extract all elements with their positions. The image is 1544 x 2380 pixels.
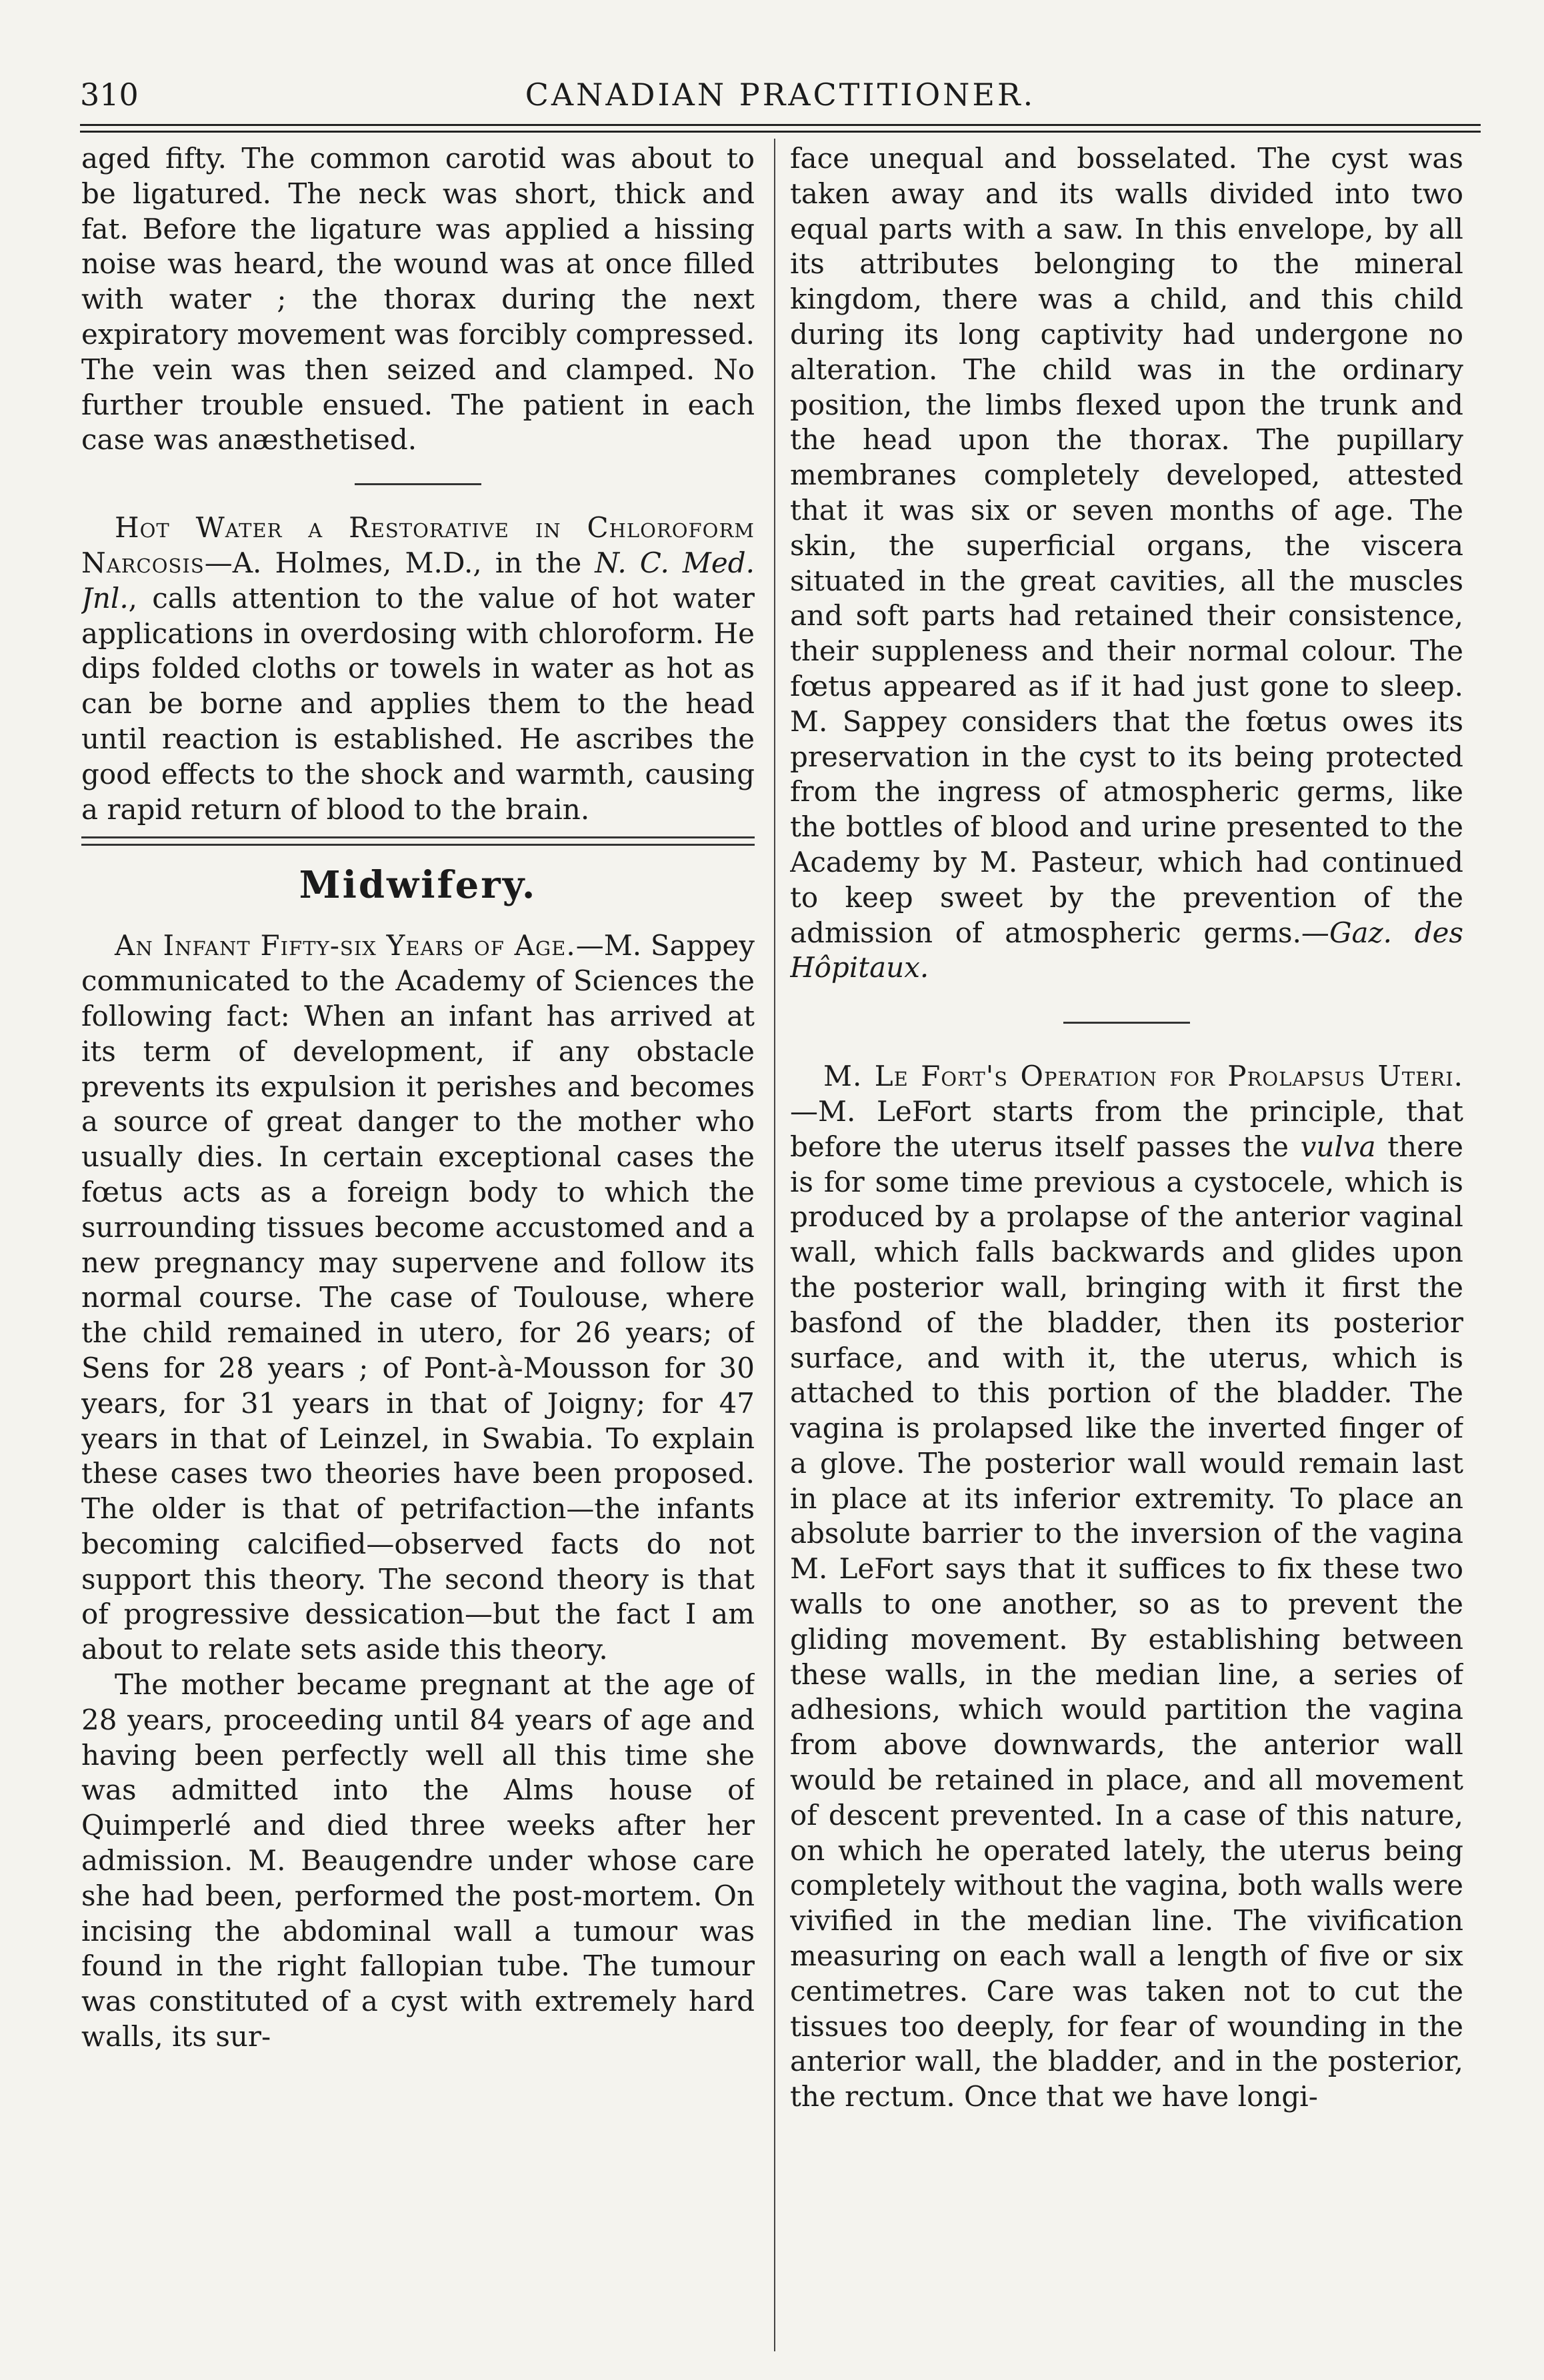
lefort-title: M. Le Fort's Operation for Prolapsus Uteri.	[823, 1060, 1463, 1093]
article-separator	[81, 458, 755, 511]
infant-article	[81, 928, 755, 1668]
article-separator-right	[790, 986, 1463, 1059]
right-column	[790, 141, 1463, 2354]
hot-water-source: N. C. Med. Jnl.	[81, 546, 755, 614]
lefort-intro: —M. LeFort starts from the principle, that before the uterus itself passes the	[790, 1094, 1463, 1163]
cyst-body: face unequal and bosselated. The cyst was taken away and its walls divided into two equal parts with a saw. In this envelope, by all its attributes belonging to the mineral kingdom, there was a child, and this child during its long captivity had undergone no alteration. The child was in the ordinary position, the limbs flexed upon the trunk and the head upon the thorax. The pupillary membranes completely developed, attested that it was six or seven months of age. The skin, the superficial organs, the viscera situated in the great cavities, all the muscles and soft parts had retained their consistence, their suppleness and their normal colour. The fœtus appeared as if it had just gone to sleep. M. Sappey considers that the fœtus owes its preservation in the cyst to its being protected from the ingress of atmospheric germs, like the bottles of blood and urine presented to the Academy by M. Pasteur, which had continued to keep sweet by the prevention of the admission of atmospheric germs.—	[790, 142, 1463, 949]
hot-water-body: , calls attention to the value of hot water applications in overdosing with chloroform. He dips folded cloths or towels in water as hot as can be borne and applies them to the head until reaction is established. He ascribes the good effects to the shock and warmth, causing a rapid return of blood to the brain.	[81, 581, 755, 826]
infant-body: —M. Sappey communicated to the Academy of Sciences the following fact: When an infant has arrived at its term of development, if any obstacle prevents its expulsion it perishes and becomes a source of great danger to the mother who usually dies. In certain exceptional cases the fœtus acts as a foreign body to which the surrounding tissues become accustomed and a new pregnancy may supervene and follow its normal course. The case of Toulouse, where the child remained in utero, for 26 years; of Sens for 28 years ; of Pont-à-Mousson for 30 years, for 31 years in that of Joigny; for 47 years in that of Leinzel, in Swabia. To explain these cases two theories have been proposed. The older is that of petrifaction—the infants becoming calcified—observed facts do not support this theory. The second theory is that of progressive dessication—but the fact I am about to relate sets aside this theory.	[81, 929, 755, 1666]
column-divider	[774, 139, 775, 2351]
mother-paragraph: The mother became pregnant at the age of 28 years, proceeding until 84 years of age and having been perfectly well all this time she was admitted into the Alms house of Quimperlé and died three weeks after her admission. M. Beaugendre under whose care she had been, performed the post-mortem. On incising the abdominal wall a tumour was found in the right fallopian tube. The tumour was constituted of a cyst with extremely hard walls, its sur-	[81, 1668, 755, 2053]
cyst-paragraph	[790, 141, 1463, 986]
cyst-source: Gaz. des Hôpitaux.	[790, 916, 1463, 984]
section-rule	[81, 836, 755, 846]
section-heading: Midwifery.	[299, 863, 537, 908]
journal-title: CANADIAN PRACTITIONER.	[525, 77, 1036, 113]
page-header	[80, 77, 1481, 117]
page-number: 310	[80, 77, 139, 113]
left-column	[81, 141, 755, 2354]
hot-water-author: —A. Holmes, M.D., in the	[204, 546, 595, 579]
hot-water-title: Hot Water a Restorative in Chloroform Narcosis	[81, 511, 755, 579]
infant-title: An Infant Fifty-six Years of Age.	[115, 929, 576, 962]
hot-water-article	[81, 511, 755, 827]
lefort-vulva: vulva	[1300, 1130, 1376, 1163]
carotid-paragraph: aged fifty. The common carotid was about to be ligatured. The neck was short, thick and fat. Before the ligature was applied a hissing noise was heard, the wound was at once filled with water ; the thorax during the next expiratory movement was forcibly compressed. The vein was then seized and clamped. No further trouble ensued. The patient in each case was anæsthetised.	[81, 142, 755, 457]
lefort-body: there is for some time previous a cystocele, which is produced by a prolapse of the anterior vaginal wall, which falls backwards and glides upon the posterior wall, bringing with it first the basfond of the bladder, then its posterior surface, and with it, the uterus, which is attached to this portion of the bladder. The vagina is prolapsed like the inverted finger of a glove. The posterior wall would remain last in place at its inferior extremity. To place an absolute barrier to the inversion of the vagina M. LeFort says that it suffices to fix these two walls to one another, so as to prevent the gliding movement. By establishing between these walls, in the median line, a series of adhesions, which would partition the vagina from above downwards, the anterior wall would be retained in place, and all movement of descent prevented. In a case of this nature, on which he operated lately, the uterus being completely without the vagina, both walls were vivified in the median line. The vivification measuring on each wall a length of five or six centimetres. Care was taken not to cut the tissues too deeply, for fear of wounding in the anterior wall, the bladder, and in the posterior, the rectum. Once that we have longi-	[790, 1130, 1463, 2113]
header-rule-bottom	[80, 131, 1481, 133]
lefort-article	[790, 1059, 1463, 2115]
header-rule-top	[80, 124, 1481, 126]
